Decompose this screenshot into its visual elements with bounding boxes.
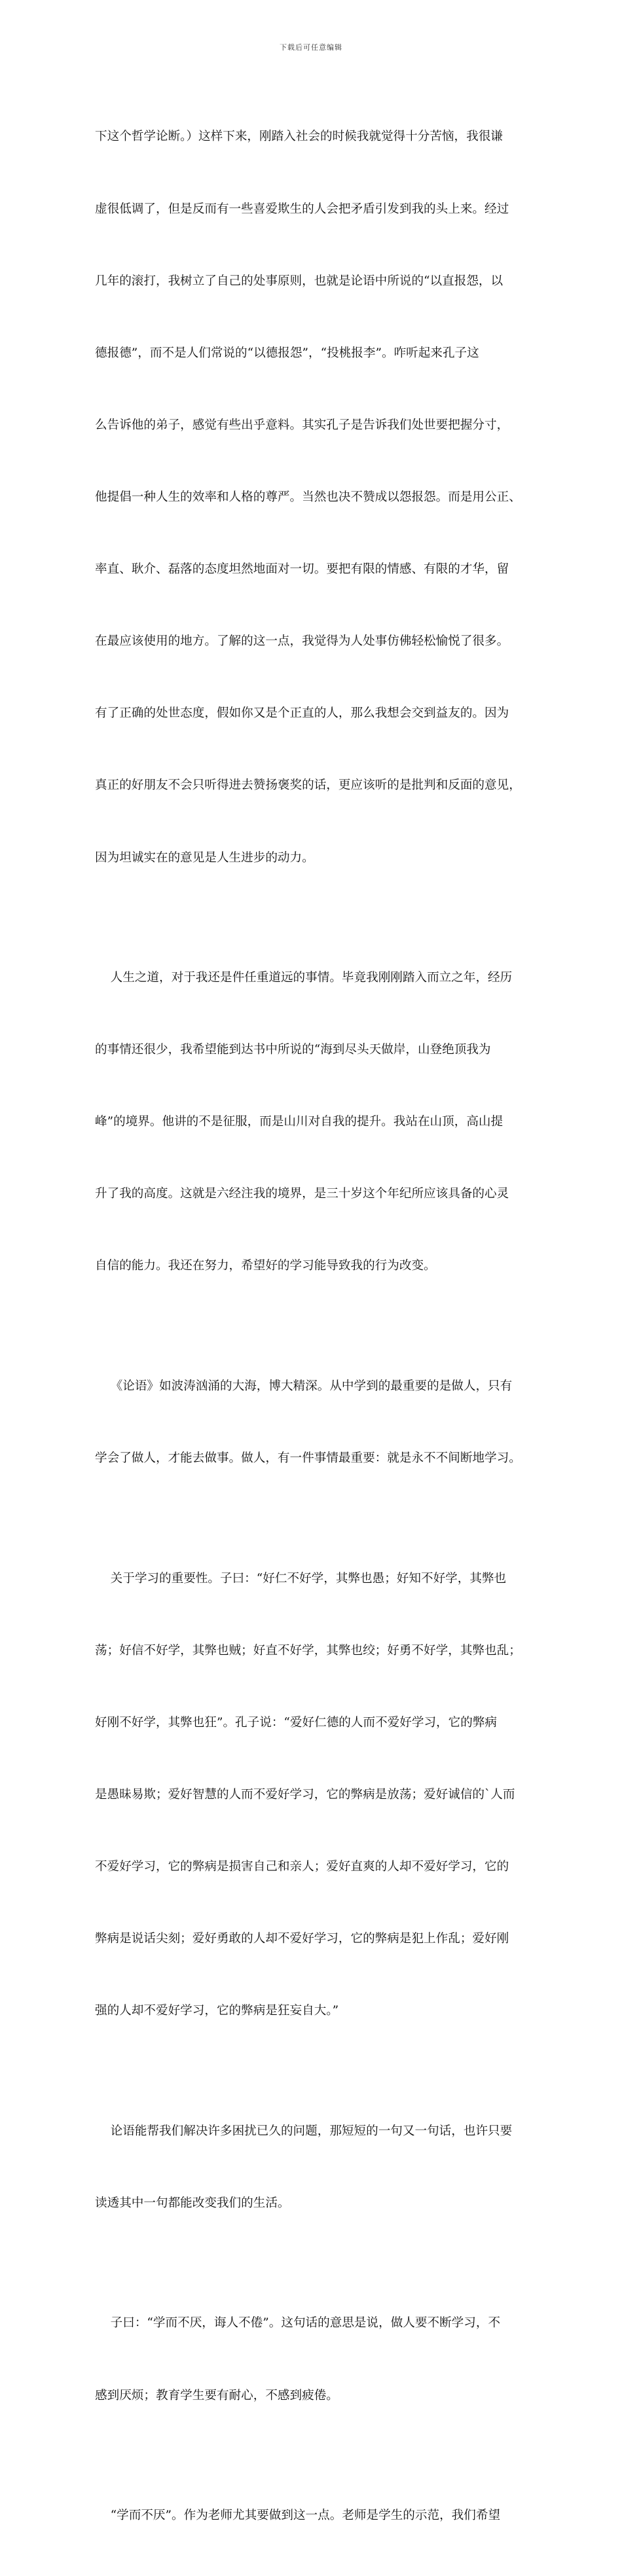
text-line: 因为坦诚实在的意见是人生进步的动力。 (95, 850, 314, 865)
paragraph (95, 1327, 530, 1519)
text-line: 他提倡一种人生的效率和人格的尊严。当然也决不赞成以怨报怨。而是用公正、 (95, 490, 521, 504)
text-line: 么告诉他的弟子，感觉有些出乎意料。其实孔子是告诉我们处世要把握分寸， (95, 418, 509, 432)
text-line: 率直、耿介、磊落的态度坦然地面对一切。要把有限的情感、有限的才华，留 (95, 562, 509, 577)
text-line: 子曰：“学而不厌，诲人不倦”。这句话的意思是说，做人要不断学习，不 (95, 2316, 501, 2331)
document-body (95, 77, 530, 2576)
text-line: 人生之道，对于我还是件任重道远的事情。毕竟我刚刚踏入而立之年，经历 (95, 971, 513, 985)
paragraph (95, 2071, 530, 2264)
text-line: 感到厌烦；教育学生要有耐心，不感到疲倦。 (95, 2388, 338, 2403)
text-line: 《论语》如波涛汹涌的大海，博大精深。从中学到的最重要的是做人，只有 (95, 1379, 513, 1393)
text-line: 不爱好学习，它的弊病是损害自己和亲人；爱好直爽的人却不爱好学习，它的 (95, 1860, 509, 1874)
text-line: 下这个哲学论断。）这样下来，刚踏入社会的时候我就觉得十分苦恼，我很谦 (95, 130, 503, 144)
text-line: 的事情还很少，我希望能到达书中所说的“海到尽头天做岸，山登绝顶我为 (95, 1043, 491, 1057)
paragraph (95, 1519, 530, 2071)
text-line: “学而不厌”。作为老师尤其要做到这一点。老师是学生的示范，我们希望 (95, 2509, 501, 2523)
paragraph (95, 2456, 530, 2576)
paragraph (95, 2264, 530, 2456)
text-line: 强的人却不爱好学习，它的弊病是狂妄自大。” (95, 2004, 339, 2018)
text-line: 在最应该使用的地方。了解的这一点，我觉得为人处事仿佛轻松愉悦了很多。 (95, 634, 509, 649)
text-line: 学会了做人，才能去做事。做人，有一件事情最重要：就是永不不间断地学习。 (95, 1451, 521, 1466)
text-line: 论语能帮我们解决许多困扰已久的问题，那短短的一句又一句话，也许只要 (95, 2124, 513, 2138)
text-line: 关于学习的重要性。子曰：“好仁不好学，其弊也愚；好知不好学，其弊也 (95, 1571, 507, 1586)
text-line: 好刚不好学，其弊也狂”。孔子说：“爱好仁德的人而不爱好学习，它的弊病 (95, 1715, 498, 1730)
page-header: 下载后可任意编辑 (280, 43, 342, 52)
text-line: 有了正确的处世态度，假如你又是个正直的人，那么我想会交到益友的。因为 (95, 706, 509, 721)
text-line: 是愚昧易欺；爱好智慧的人而不爱好学习，它的弊病是放荡；爱好诚信的`人而 (95, 1787, 515, 1802)
text-line: 峰”的境界。他讲的不是征服，而是山川对自我的提升。我站在山顶，高山提 (95, 1115, 503, 1129)
text-line: 德报德”，而不是人们常说的“以德报怨”，“投桃报李”。咋听起来孔子这 (95, 346, 479, 360)
text-line: 读透其中一句都能改变我们的生活。 (95, 2196, 290, 2210)
text-line: 荡；好信不好学，其弊也贼；好直不好学，其弊也绞；好勇不好学，其弊也乱； (95, 1643, 521, 1658)
text-line: 自信的能力。我还在努力，希望好的学习能导致我的行为改变。 (95, 1259, 436, 1273)
text-line: 弊病是说话尖刻；爱好勇敢的人却不爱好学习，它的弊病是犯上作乱；爱好刚 (95, 1932, 509, 1946)
text-line: 几年的滚打，我树立了自己的处事原则，也就是论语中所说的“以直报怨，以 (95, 274, 503, 288)
text-line: 虚很低调了，但是反而有一些喜爱欺生的人会把矛盾引发到我的头上来。经过 (95, 202, 509, 216)
text-line: 真正的好朋友不会只听得进去赞扬褒奖的话，更应该听的是批判和反面的意见， (95, 778, 521, 793)
paragraph (95, 77, 530, 918)
paragraph (95, 918, 530, 1327)
text-line: 升了我的高度。这就是六经注我的境界，是三十岁这个年纪所应该具备的心灵 (95, 1187, 509, 1201)
